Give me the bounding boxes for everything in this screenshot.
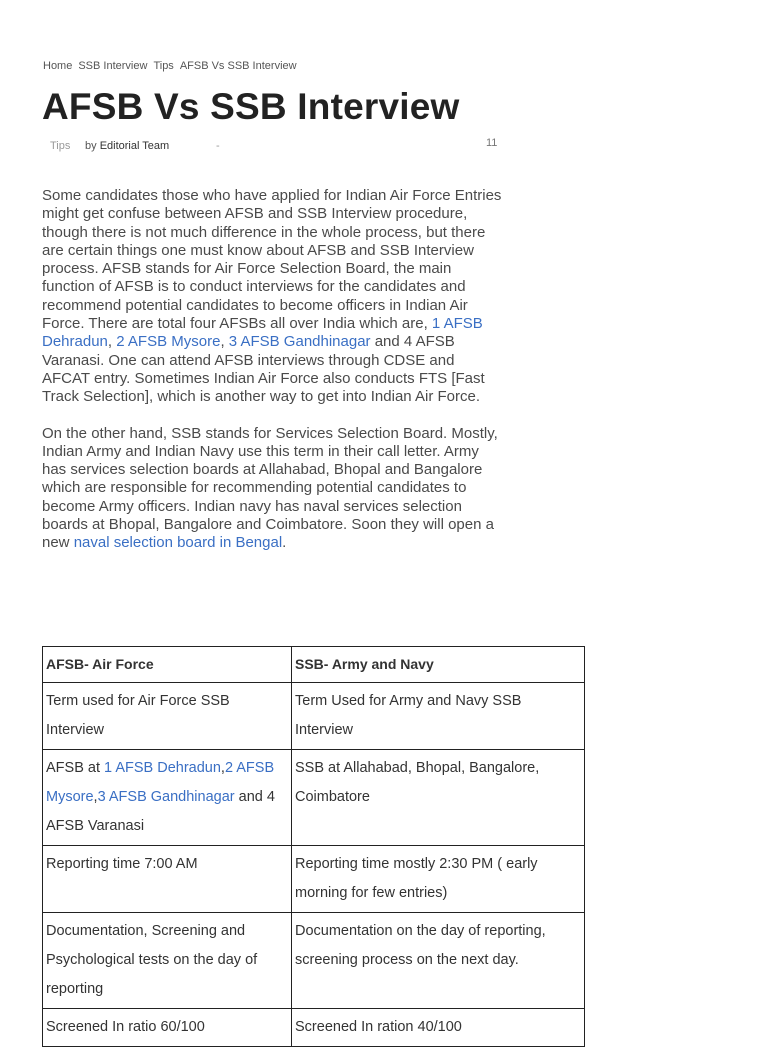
- breadcrumb-ssb-interview-link[interactable]: SSB Interview: [78, 60, 148, 72]
- table-link-2-afsb-mysore[interactable]: 2 AFSB Mysore: [46, 760, 275, 805]
- byline: [85, 140, 169, 152]
- link-1-afsb-dehradun[interactable]: 1 AFSB Dehradun: [42, 315, 483, 351]
- paragraph-text: ,: [220, 333, 229, 351]
- comment-count[interactable]: 11: [486, 137, 498, 149]
- table-header-ssb: SSB- Army and Navy: [292, 647, 585, 683]
- article-body: [42, 187, 502, 571]
- table-header-afsb: AFSB- Air Force: [43, 647, 292, 683]
- table-cell: Reporting time 7:00 AM: [43, 846, 292, 913]
- byline-by: by: [85, 140, 97, 152]
- cell-text: AFSB at: [46, 760, 105, 776]
- paragraph-afsb: [42, 187, 502, 407]
- table-link-1-afsb-dehradun[interactable]: 1 AFSB Dehradun: [104, 760, 221, 776]
- table-row: [43, 750, 585, 846]
- link-3-afsb-gandhinagar[interactable]: 3 AFSB Gandhinagar: [228, 333, 371, 351]
- comparison-table: [42, 646, 585, 1047]
- cell-text: ,: [93, 789, 98, 805]
- link-naval-selection-board-bengal[interactable]: naval selection board in Bengal: [73, 534, 283, 552]
- page-title: AFSB Vs SSB Interview: [42, 86, 460, 127]
- table-cell: Documentation, Screening and Psychological tests on the day of reporting: [43, 913, 292, 1009]
- table-cell: Term used for Air Force SSB Interview: [43, 683, 292, 750]
- table-row: [43, 846, 585, 913]
- paragraph-text: On the other hand, SSB stands for Services Selection Board. Mostly, Indian Army and Indian Navy use this term in their call letter. Army has services selection boards at Allahabad, Bhopal and Bangalore which are responsible for recommending potential candidates to become Army officers. Indian navy has naval services selection boards at Bhopal, Bangalore and Coimbatore. Soon they will open a new: [42, 424, 498, 552]
- meta-separator: -: [216, 140, 220, 152]
- table-cell: Reporting time mostly 2:30 PM ( early morning for few entries): [292, 846, 585, 913]
- cell-text: ,: [220, 760, 225, 776]
- table-header-row: [43, 647, 585, 683]
- table-cell: Documentation on the day of reporting, screening process on the next day.: [292, 913, 585, 1009]
- table-cell: SSB at Allahabad, Bhopal, Bangalore, Coimbatore: [292, 750, 585, 846]
- paragraph-ssb: [42, 425, 502, 553]
- paragraph-text: and 4 AFSB Varanasi. One can attend AFSB interviews through CDSE and AFCAT entry. Sometimes Indian Air Force also conducts FTS [Fast Track Selection], which is another way to get into Indian Air Force.: [42, 333, 485, 406]
- cell-text: and 4 AFSB Varanasi: [46, 789, 275, 834]
- table-cell: Screened In ration 40/100: [292, 1009, 585, 1047]
- table-row: [43, 913, 585, 1009]
- table-cell: [43, 750, 292, 846]
- paragraph-text: ,: [107, 333, 117, 351]
- link-2-afsb-mysore[interactable]: 2 AFSB Mysore: [116, 333, 221, 351]
- paragraph-text: .: [282, 534, 287, 552]
- table-row: [43, 683, 585, 750]
- paragraph-text: Some candidates those who have applied for Indian Air Force Entries might get confuse between AFSB and SSB Interview procedure, though there is not much difference in the whole process, but there are certain things one must know about AFSB and SSB Interview process. AFSB stands for Air Force Selection Board, the main function of AFSB is to conduct interviews for the candidates and recommend potential candidates to become officers in Indian Air Force. There are total four AFSBs all over India which are,: [42, 187, 502, 333]
- post-meta: [50, 137, 500, 154]
- breadcrumb-current: AFSB Vs SSB Interview: [179, 60, 297, 72]
- table-row: [43, 1009, 585, 1047]
- breadcrumb-home-link[interactable]: Home: [43, 60, 73, 72]
- breadcrumb: [43, 60, 297, 72]
- table-link-3-afsb-gandhinagar[interactable]: 3 AFSB Gandhinagar: [97, 789, 235, 805]
- author-link[interactable]: Editorial Team: [99, 140, 170, 152]
- breadcrumb-tips-link[interactable]: Tips: [153, 60, 174, 72]
- table-cell: Screened In ratio 60/100: [43, 1009, 292, 1047]
- category-link[interactable]: Tips: [50, 140, 71, 152]
- table-cell: Term Used for Army and Navy SSB Interview: [292, 683, 585, 750]
